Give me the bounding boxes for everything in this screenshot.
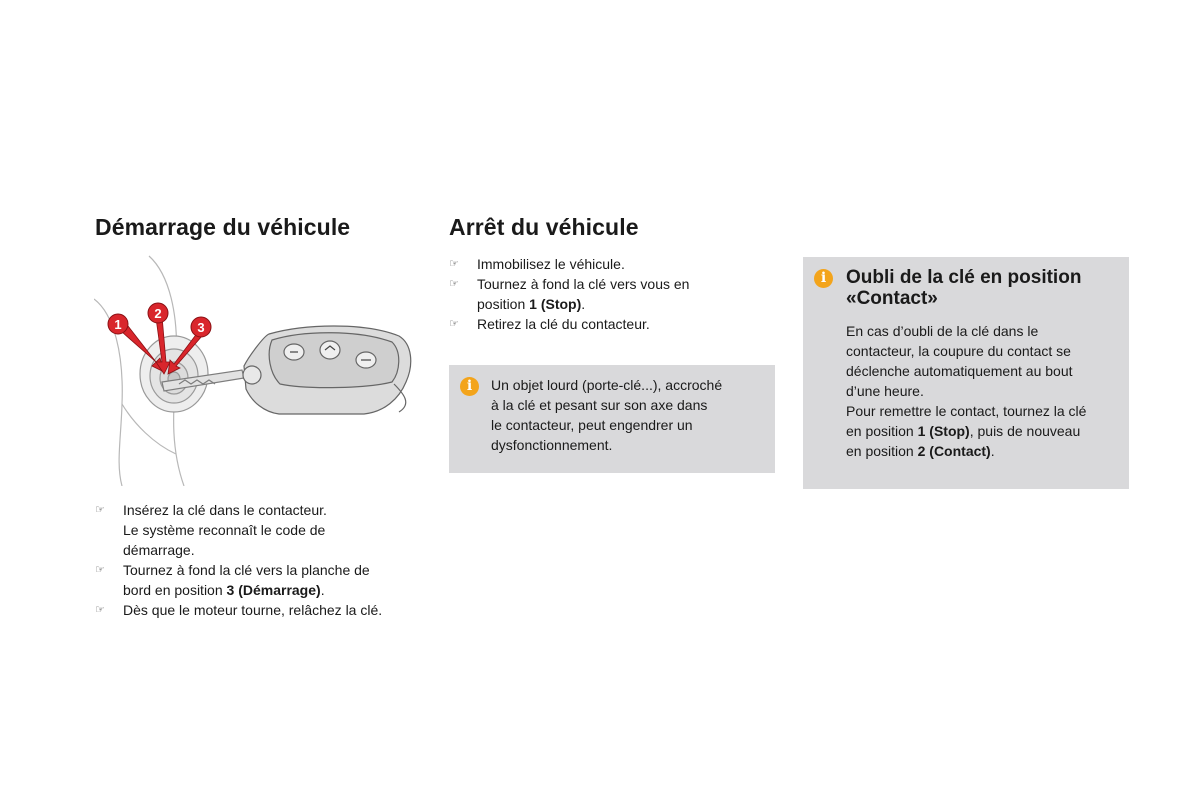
ignition-key-illustration	[94, 254, 416, 486]
list-item: ☞ Tournez à fond la clé vers vous en position 1 (Stop).	[449, 276, 690, 312]
bullet-hand-icon: ☞	[449, 257, 459, 270]
callout-1: 1	[114, 317, 122, 332]
list-item: ☞ Retirez la clé du contacteur.	[449, 316, 650, 332]
callout-2: 2	[154, 306, 162, 321]
info-icon: i	[814, 269, 833, 288]
starting-steps-list	[95, 500, 425, 620]
key-fob	[243, 326, 411, 414]
section-title-stopping: Arrêt du véhicule	[449, 214, 639, 240]
bullet-hand-icon: ☞	[95, 503, 105, 516]
info-box-text: Un objet lourd (porte-clé...), accroché à la clé et pesant sur son axe dans le contacteur, peut engendrer un dysfonctionnement.	[491, 377, 723, 453]
stopping-steps-list	[449, 254, 769, 334]
ignition-switch	[140, 336, 208, 412]
list-item: ☞ Tournez à fond la clé vers la planche de bord en position 3 (Démarrage).	[95, 562, 370, 598]
list-item: ☞ Insérez la clé dans le contacteur. Le système reconnaît le code de démarrage.	[95, 502, 327, 558]
info-box-title: Oubli de la clé en position «Contact»	[846, 267, 1082, 309]
info-box-text: En cas d’oubli de la clé dans le contacteur, la coupure du contact se déclenche automatiquement au bout d’une heure. Pour remettre le contact, tournez la clé en position 1 (Stop), puis de nouveau en position 2 (Contact).	[846, 323, 1087, 459]
bullet-hand-icon: ☞	[449, 317, 459, 330]
bullet-hand-icon: ☞	[95, 563, 105, 576]
bullet-hand-icon: ☞	[449, 277, 459, 290]
section-title-starting: Démarrage du véhicule	[95, 214, 351, 240]
info-box-key-forgotten	[803, 257, 1129, 489]
bullet-hand-icon: ☞	[95, 603, 105, 616]
list-item: ☞ Dès que le moteur tourne, relâchez la clé.	[95, 602, 383, 618]
info-box-heavy-keyring	[449, 365, 775, 473]
list-item: ☞ Immobilisez le véhicule.	[449, 256, 625, 272]
callout-3: 3	[197, 320, 205, 335]
info-icon: i	[460, 377, 479, 396]
